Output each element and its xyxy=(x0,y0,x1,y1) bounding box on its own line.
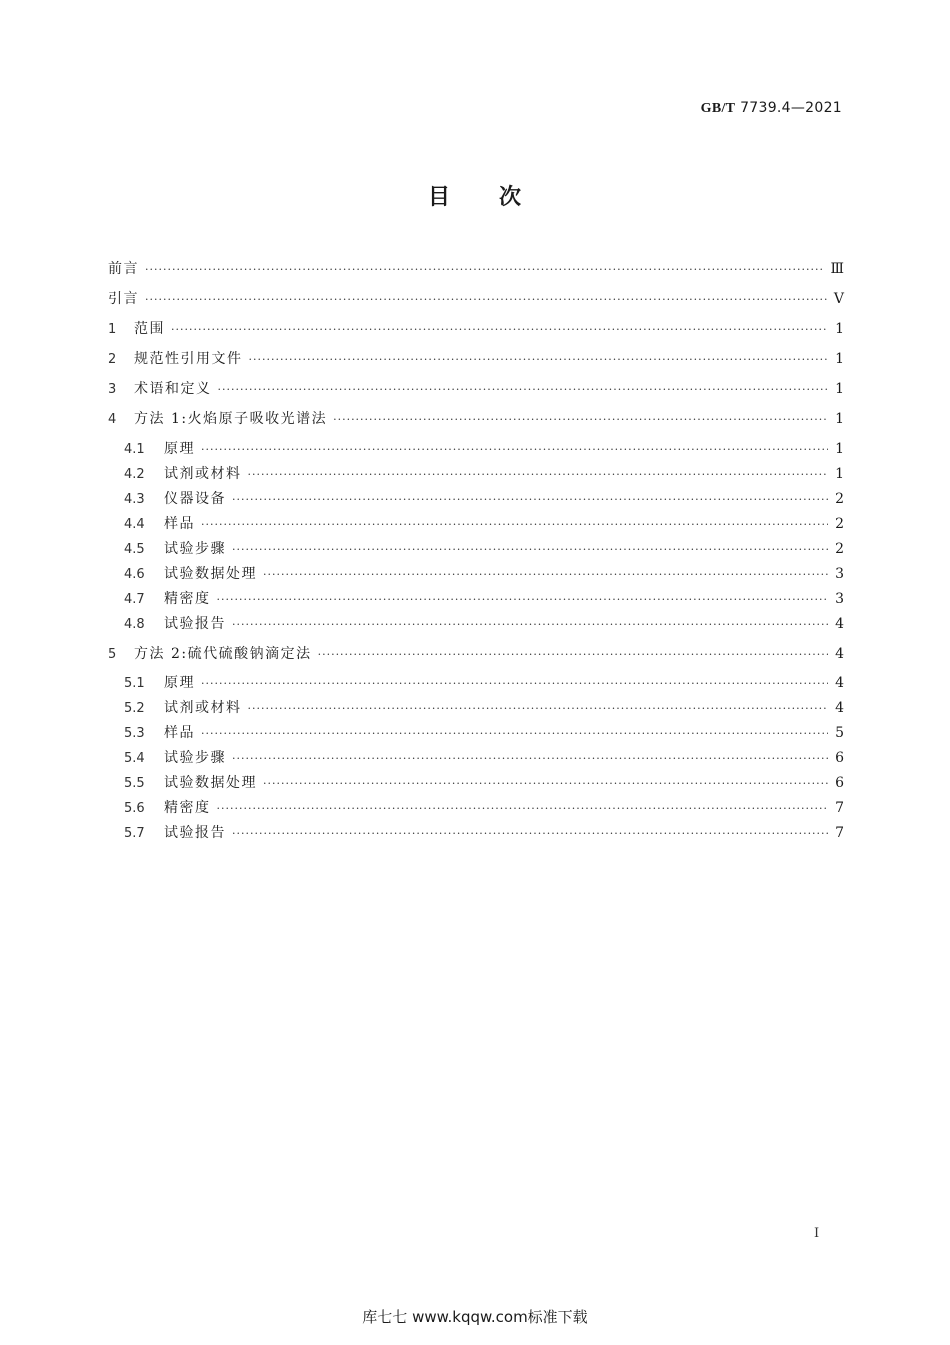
title-char-1: 目 xyxy=(427,185,451,210)
toc-entry-page: 4 xyxy=(835,700,844,716)
toc-entry-number: 4.3 xyxy=(124,492,145,507)
standard-code: GB/T xyxy=(700,101,736,116)
toc-entry-number: 5.1 xyxy=(124,676,145,691)
toc-entry-page: 1 xyxy=(835,321,844,337)
toc-entry-page: Ⅲ xyxy=(830,261,844,277)
toc-entry-page: 4 xyxy=(835,646,844,662)
toc-entry-number: 4.7 xyxy=(124,592,145,607)
toc-entry-1[interactable] xyxy=(108,318,844,338)
toc-entry-page: 1 xyxy=(835,466,844,482)
toc-entry-4-8[interactable] xyxy=(108,613,844,633)
dot-leader xyxy=(248,468,829,481)
toc-entry-number: 4 xyxy=(108,412,117,427)
toc-entry-label: 范围 xyxy=(134,321,165,337)
dot-leader xyxy=(232,493,828,506)
toc-entry-label: 规范性引用文件 xyxy=(134,351,243,367)
page-number: Ⅰ xyxy=(814,1226,820,1241)
toc-entry-4-3[interactable] xyxy=(108,488,844,508)
toc-entry-label: 试验数据处理 xyxy=(164,775,257,791)
toc-entry-page: 1 xyxy=(835,381,844,397)
toc-entry-page: 5 xyxy=(835,725,844,741)
dot-leader xyxy=(201,518,828,531)
toc-entry-label: 样品 xyxy=(164,516,195,532)
toc-entry-page: 6 xyxy=(835,775,844,791)
dot-leader xyxy=(218,383,829,396)
toc-entry-page: 2 xyxy=(835,516,844,532)
toc-entry-2[interactable] xyxy=(108,348,844,368)
toc-entry-label: 术语和定义 xyxy=(134,381,212,397)
dot-leader xyxy=(333,413,828,426)
dot-leader xyxy=(232,827,828,840)
toc-entry-label: 原理 xyxy=(164,675,195,691)
toc-entry-5-3[interactable] xyxy=(108,722,844,742)
toc-entry-number: 4.1 xyxy=(124,442,145,457)
toc-entry-label: 样品 xyxy=(164,725,195,741)
toc-entry-label: 精密度 xyxy=(164,800,211,816)
toc-entry-number: 4.8 xyxy=(124,617,145,632)
dot-leader xyxy=(201,677,828,690)
dot-leader xyxy=(249,353,829,366)
toc-entry-5-6[interactable] xyxy=(108,797,844,817)
toc-entry-page: 7 xyxy=(835,800,844,816)
footer-watermark: 库七七 www.kqqw.com标准下载 xyxy=(362,1308,588,1326)
toc-entry-page: 7 xyxy=(835,825,844,841)
toc-entry-number: 4.4 xyxy=(124,517,145,532)
toc-entry-number: 5.5 xyxy=(124,776,145,791)
toc-entry-foreword[interactable] xyxy=(108,258,844,278)
standard-number: 7739.4—2021 xyxy=(740,100,842,116)
toc-entry-page: 4 xyxy=(835,616,844,632)
toc-entry-4-1[interactable] xyxy=(108,438,844,458)
toc-entry-page: 4 xyxy=(835,675,844,691)
toc-entry-label: 试剂或材料 xyxy=(164,700,242,716)
toc-entry-5-7[interactable] xyxy=(108,822,844,842)
toc-entry-5[interactable] xyxy=(108,643,844,663)
toc-entry-label: 仪器设备 xyxy=(164,491,226,507)
dot-leader xyxy=(232,543,828,556)
toc-entry-label: 方法 2:硫代硫酸钠滴定法 xyxy=(134,646,312,662)
toc-entry-5-2[interactable] xyxy=(108,697,844,717)
toc-entry-label: 精密度 xyxy=(164,591,211,607)
toc-entry-page: 2 xyxy=(835,491,844,507)
dot-leader xyxy=(263,568,828,581)
dot-leader xyxy=(217,593,829,606)
dot-leader xyxy=(217,802,829,815)
dot-leader xyxy=(318,648,828,661)
toc-entry-5-4[interactable] xyxy=(108,747,844,767)
toc-entry-label: 试验报告 xyxy=(164,825,226,841)
toc-entry-label: 试验步骤 xyxy=(164,750,226,766)
toc-entry-label: 试验报告 xyxy=(164,616,226,632)
dot-leader xyxy=(171,323,828,336)
toc-entry-number: 5.4 xyxy=(124,751,145,766)
toc-entry-number: 4.2 xyxy=(124,467,145,482)
toc-entry-number: 4.5 xyxy=(124,542,145,557)
toc-entry-label: 方法 1:火焰原子吸收光谱法 xyxy=(134,411,328,427)
toc-entry-number: 5.7 xyxy=(124,826,145,841)
toc-entry-number: 5.3 xyxy=(124,726,145,741)
toc-entry-number: 1 xyxy=(108,322,117,337)
toc-entry-introduction[interactable] xyxy=(108,288,844,308)
toc-entry-page: Ⅴ xyxy=(833,291,844,307)
toc-entry-4-7[interactable] xyxy=(108,588,844,608)
toc-entry-number: 2 xyxy=(108,352,117,367)
toc-entry-4-6[interactable] xyxy=(108,563,844,583)
dot-leader xyxy=(232,752,828,765)
toc-entry-number: 3 xyxy=(108,382,117,397)
toc-entry-label: 前言 xyxy=(108,261,139,277)
toc-entry-page: 1 xyxy=(835,441,844,457)
toc-entry-page: 3 xyxy=(835,591,844,607)
toc-entry-5-1[interactable] xyxy=(108,672,844,692)
toc-entry-label: 试剂或材料 xyxy=(164,466,242,482)
toc-entry-page: 3 xyxy=(835,566,844,582)
dot-leader xyxy=(145,293,828,306)
toc-entry-number: 5 xyxy=(108,647,117,662)
toc-entry-number: 4.6 xyxy=(124,567,145,582)
dot-leader xyxy=(145,263,824,276)
dot-leader xyxy=(232,618,828,631)
toc-entry-page: 2 xyxy=(835,541,844,557)
dot-leader xyxy=(263,777,828,790)
toc-entry-5-5[interactable] xyxy=(108,772,844,792)
toc-entry-4[interactable] xyxy=(108,408,844,428)
toc-entry-page: 6 xyxy=(835,750,844,766)
toc-entry-label: 引言 xyxy=(108,291,139,307)
dot-leader xyxy=(201,727,828,740)
dot-leader xyxy=(201,443,828,456)
document-header xyxy=(701,100,842,117)
toc-entry-number: 5.2 xyxy=(124,701,145,716)
title-char-2: 次 xyxy=(499,185,523,210)
toc-entry-3[interactable] xyxy=(108,378,844,398)
toc-entry-4-2[interactable] xyxy=(108,463,844,483)
toc-entry-page: 1 xyxy=(835,351,844,367)
toc-entry-number: 5.6 xyxy=(124,801,145,816)
toc-entry-label: 原理 xyxy=(164,441,195,457)
toc-entry-4-5[interactable] xyxy=(108,538,844,558)
toc-entry-4-4[interactable] xyxy=(108,513,844,533)
toc-entry-label: 试验步骤 xyxy=(164,541,226,557)
toc-entry-page: 1 xyxy=(835,411,844,427)
toc-entry-label: 试验数据处理 xyxy=(164,566,257,582)
page-title xyxy=(0,180,950,211)
dot-leader xyxy=(248,702,829,715)
